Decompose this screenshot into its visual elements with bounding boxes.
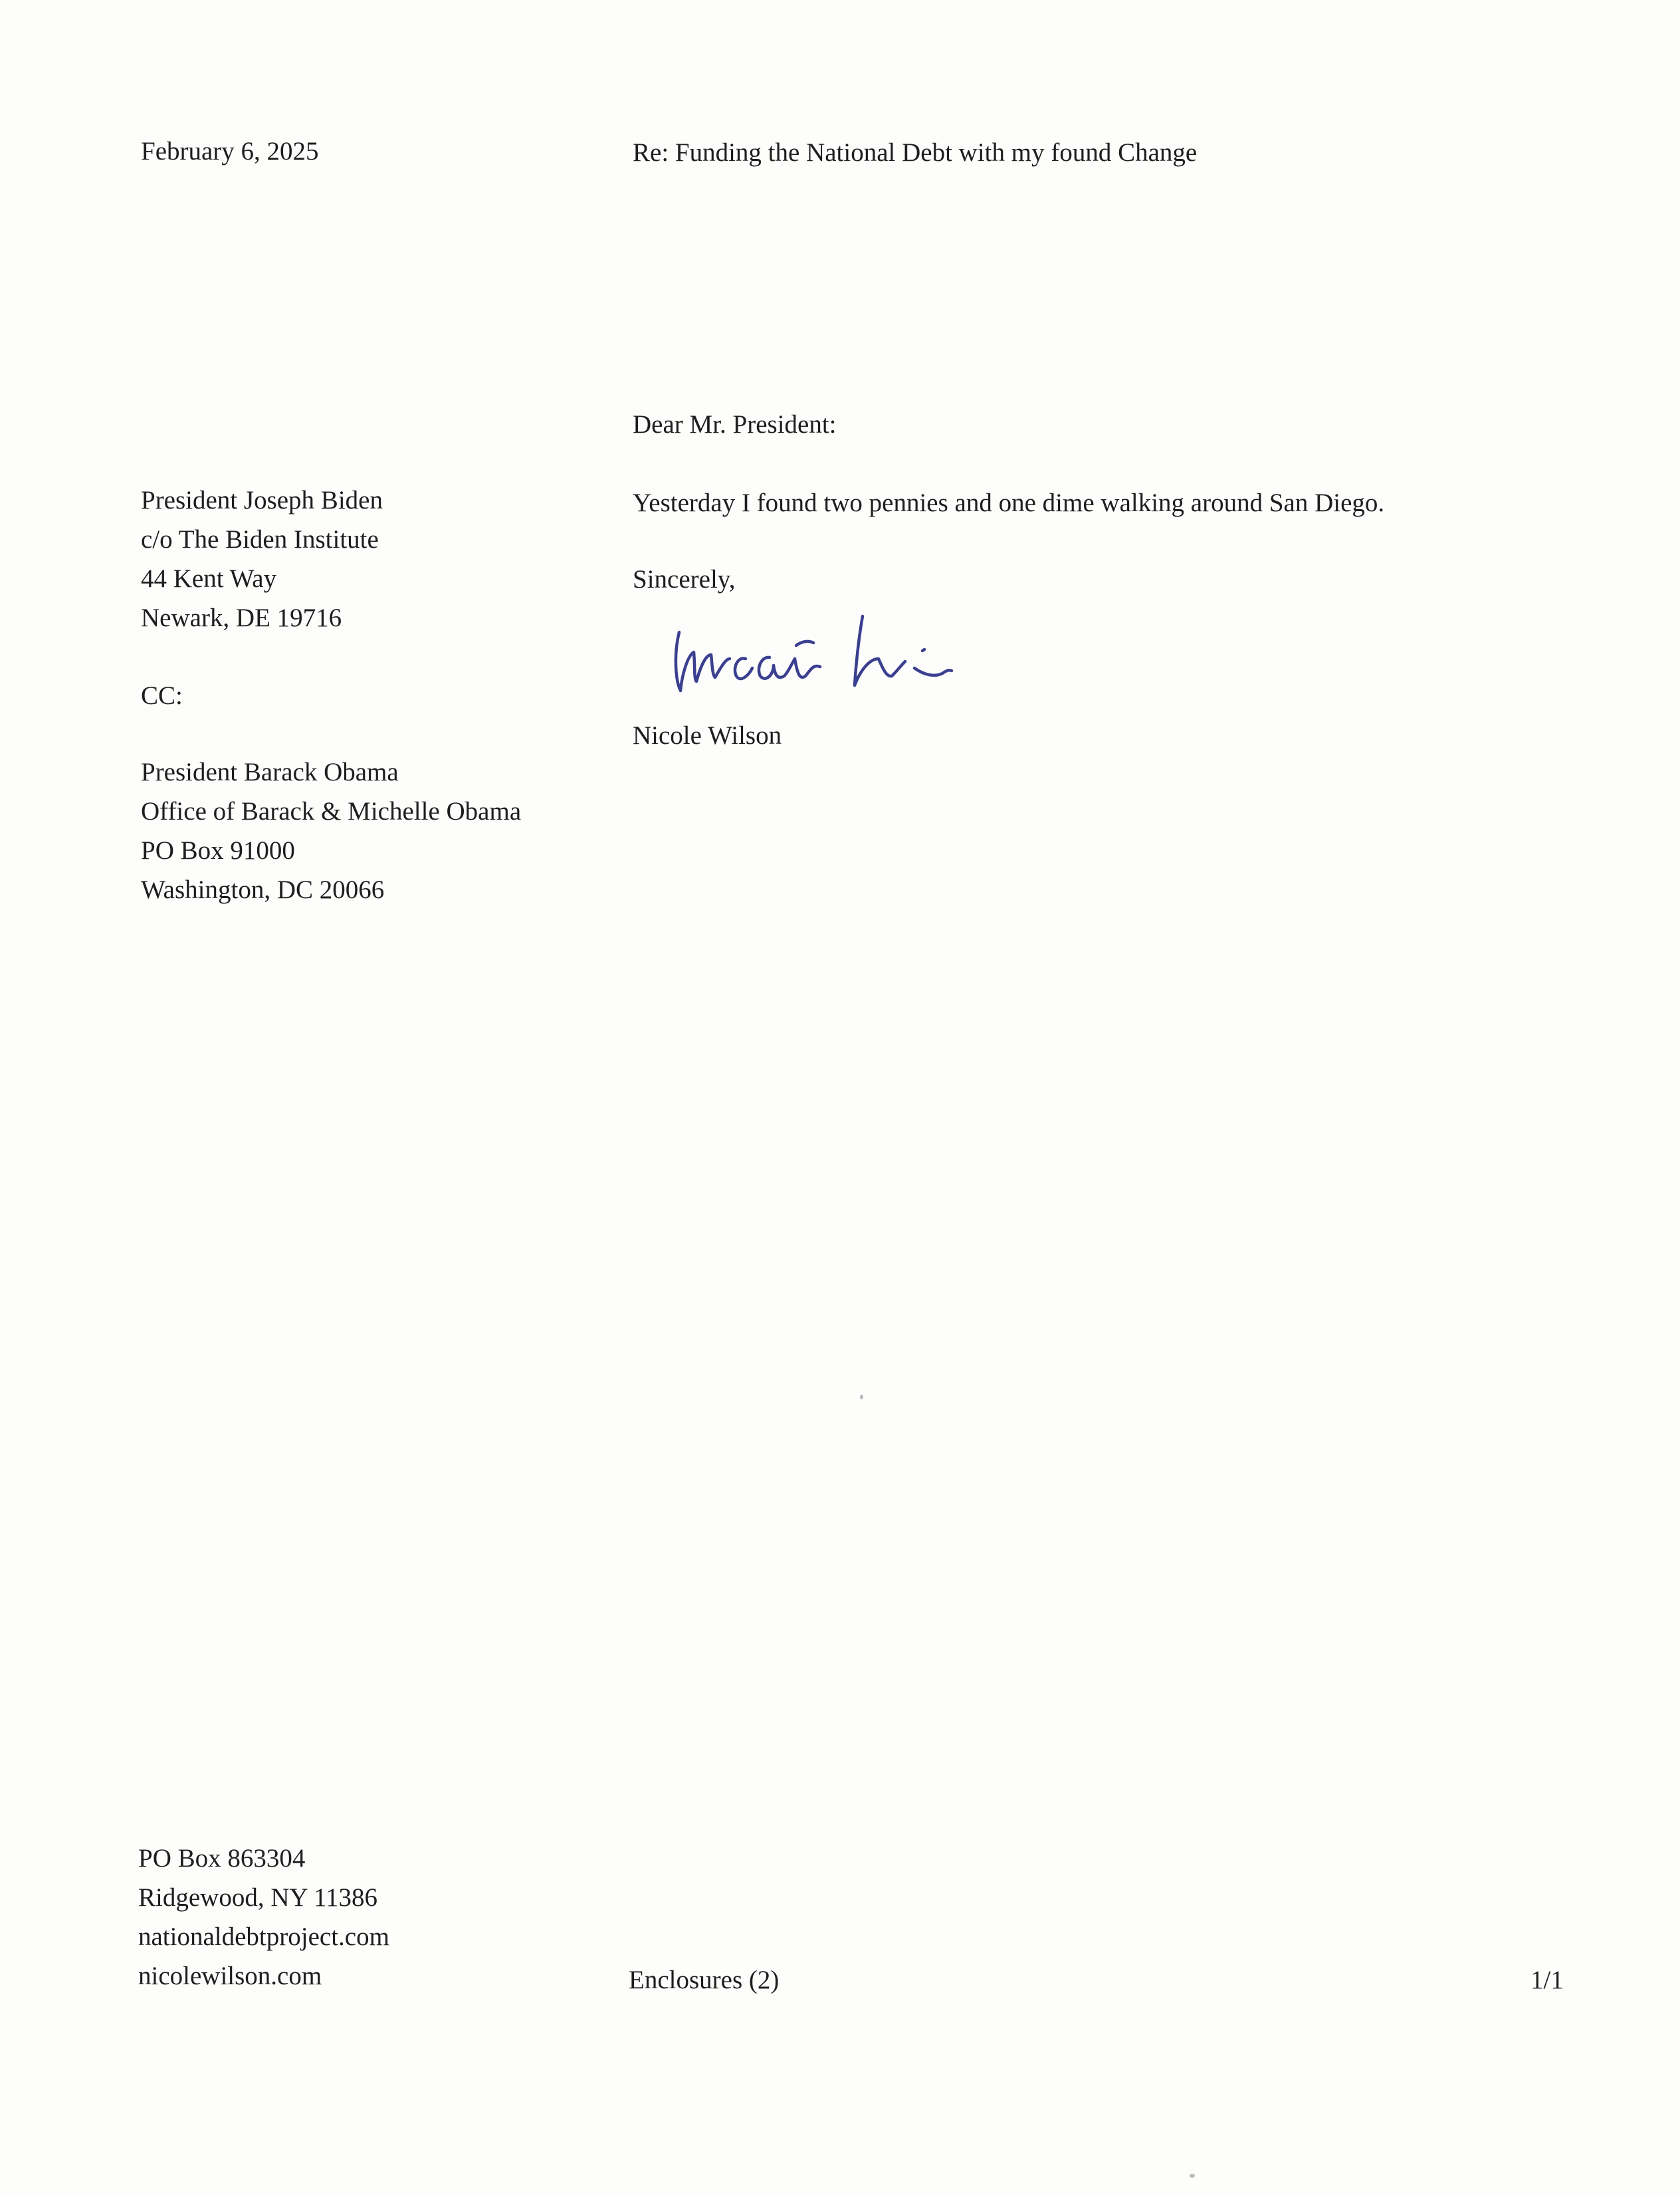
letter-date: February 6, 2025 <box>141 137 319 166</box>
salutation: Dear Mr. President: <box>633 410 837 439</box>
enclosures-note: Enclosures (2) <box>629 1966 780 1994</box>
cc-recipient-street: PO Box 91000 <box>141 836 295 865</box>
sender-website-2: nicolewilson.com <box>138 1962 322 1990</box>
sender-website-1: nationaldebtproject.com <box>138 1922 389 1951</box>
cc-label: CC: <box>141 681 183 710</box>
recipient-name: President Joseph Biden <box>141 486 383 515</box>
recipient-org: c/o The Biden Institute <box>141 525 379 554</box>
recipient-street: 44 Kent Way <box>141 564 277 593</box>
paper-speck <box>1190 2174 1195 2178</box>
cc-recipient-name: President Barack Obama <box>141 758 399 786</box>
recipient-city: Newark, DE 19716 <box>141 604 342 632</box>
paper-speck <box>860 1395 863 1399</box>
signer-name: Nicole Wilson <box>633 721 782 750</box>
letter-body: Yesterday I found two pennies and one dime walking around San Diego. <box>633 489 1385 517</box>
sender-city: Ridgewood, NY 11386 <box>138 1883 378 1912</box>
cc-recipient-city: Washington, DC 20066 <box>141 875 385 904</box>
handwritten-signature-icon <box>665 602 977 715</box>
cc-recipient-address <box>141 752 521 909</box>
closing: Sincerely, <box>633 565 736 594</box>
sender-address <box>138 1839 389 1996</box>
recipient-address <box>141 481 383 637</box>
cc-recipient-org: Office of Barack & Michelle Obama <box>141 797 522 826</box>
letter-subject: Re: Funding the National Debt with my found Change <box>633 138 1198 167</box>
page-number: 1/1 <box>1530 1966 1564 1994</box>
sender-po-box: PO Box 863304 <box>138 1844 306 1873</box>
